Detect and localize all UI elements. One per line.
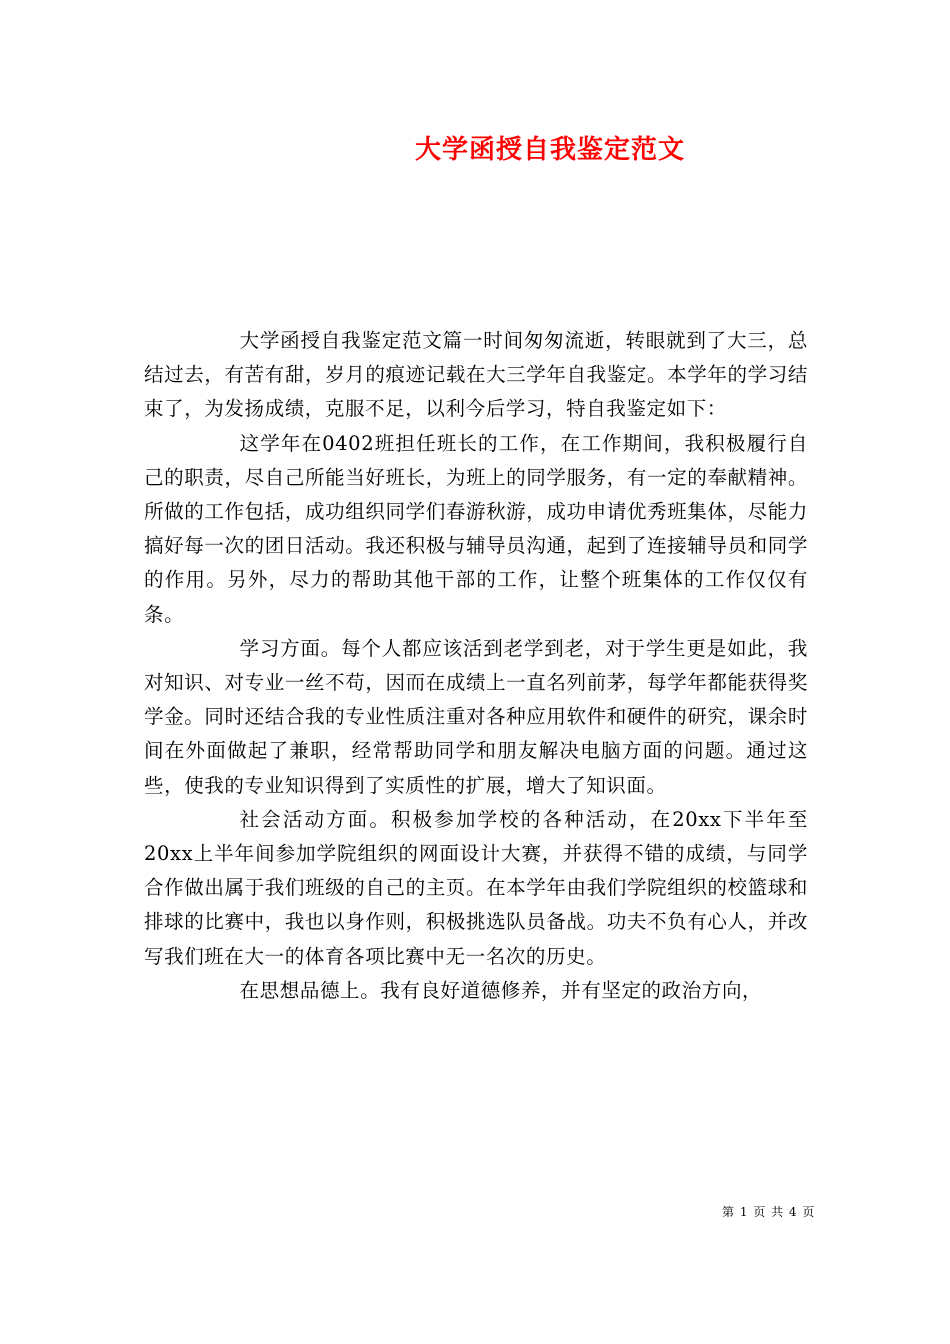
- paragraph-class-monitor: 这学年在0402班担任班长的工作，在工作期间，我积极履行自己的职责，尽自己所能当好班长，为班上的同学服务，有一定的奉献精神。所做的工作包括，成功组织同学们春游秋游，成功申请优秀班集体，尽能力搞好每一次的团日活动。我还积极与辅导员沟通，起到了连接辅导员和同学的作用。另外，尽力的帮助其他干部的工作，让整个班集体的工作仅仅有条。: [144, 431, 808, 626]
- paragraph-moral-character: 在思想品德上。我有良好道德修养，并有坚定的政治方向，: [239, 978, 763, 1002]
- page-number-footer: 第 1 页 共 4 页: [722, 1205, 816, 1219]
- document-body: [144, 324, 808, 1008]
- paragraph-intro: 大学函授自我鉴定范文篇一时间匆匆流逝，转眼就到了大三，总结过去，有苦有甜，岁月的痕迹记载在大三学年自我鉴定。本学年的学习结束了，为发扬成绩，克服不足，以利今后学习，特自我鉴定如下：: [144, 329, 808, 421]
- paragraph-social-activities: 社会活动方面。积极参加学校的各种活动，在20xx下半年至20xx上半年间参加学院组织的网面设计大赛，并获得不错的成绩，与同学合作做出属于我们班级的自己的主页。在本学年由我们学院组织的校篮球和排球的比赛中，我也以身作则，积极挑选队员备战。功夫不负有心人，并改写我们班在大一的体育各项比赛中无一名次的历史。: [144, 807, 808, 968]
- document-title: 大学函授自我鉴定范文: [414, 135, 685, 165]
- paragraph-study: 学习方面。每个人都应该活到老学到老，对于学生更是如此，我对知识、对专业一丝不苟，因而在成绩上一直名列前茅，每学年都能获得奖学金。同时还结合我的专业性质注重对各种应用软件和硬件的研究，课余时间在外面做起了兼职，经常帮助同学和朋友解决电脑方面的问题。通过这些，使我的专业知识得到了实质性的扩展，增大了知识面。: [144, 636, 808, 797]
